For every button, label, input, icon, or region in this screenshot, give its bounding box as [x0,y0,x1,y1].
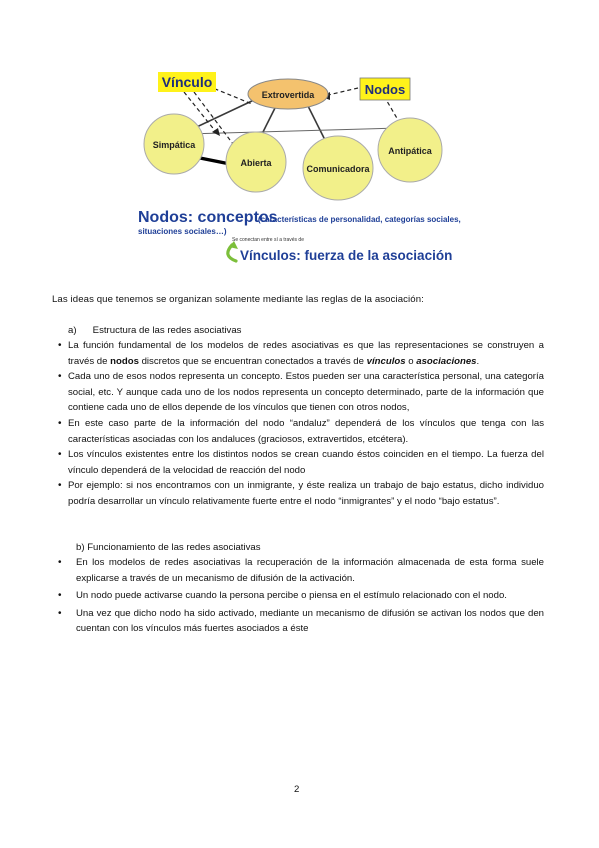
bullet-icon: • [58,557,62,568]
list-item [58,606,544,637]
section-b-heading: b) Funcionamiento de las redes asociativas [76,542,261,553]
bullet-text: Un nodo puede activarse cuando la persona percibe o piensa en el estímulo relacionado con el nodo. [76,590,507,602]
bullet-icon: • [58,480,62,492]
caption-paren-1: (características de personalidad, categorías sociales, [258,215,461,224]
section-b-bullet-list [58,555,544,639]
link-simpatica-abierta [200,158,230,164]
bullet-icon: • [58,449,62,461]
bullet-emphasis-term: vínculos [366,355,406,367]
intro-paragraph: Las ideas que tenemos se organizan solamente mediante las reglas de la asociación: [52,294,424,305]
caption-small: Se conectan entre sí a través de [232,237,304,243]
page-number: 2 [294,784,300,795]
bullet-text: Por ejemplo: si nos encontramos con un inmigrante, y éste realiza un trabajo de bajo estatus, dicho individuo podría desarrollar un vínculo relativamente fuerte entre el nodo “inmigrantes” y el nodo “bajo estatus”. [68,480,544,507]
bullet-bold-term: nodos [110,355,139,367]
list-item [58,555,544,586]
section-a-title: Estructura de las redes asociativas [92,325,242,336]
bullet-icon: • [58,607,62,619]
list-item [58,588,544,604]
bullet-icon: • [58,371,62,383]
list-item [58,478,544,509]
diagram-svg [136,64,476,269]
caption-vinculos: Vínculos: fuerza de la asociación [240,248,453,263]
bullet-text: Una vez que dicho nodo ha sido activado, mediante un mecanismo de difusión se activan los nodos que den cuentan con los vínculos más fuertes asociados a éste [76,607,544,635]
list-item [58,416,544,447]
dashed-arrowhead-vinculo [212,128,220,136]
section-a-heading [68,325,241,336]
node-extrovertida-label: Extrovertida [261,90,315,100]
caption-paren-2: situaciones sociales…) [138,227,227,236]
node-simpatica-label: Simpática [152,140,196,150]
bullet-text: Cada uno de esos nodos representa un concepto. Estos pueden ser una característica personal, una categoría social, etc. Y aunque cada uno de los nodos representa un concepto determinado, parte de la información que contiene cada uno de ellos depende de los vínculos que tienen con otros nodos, [68,371,544,414]
label-vinculo: Vínculo [161,74,213,90]
bullet-emphasis-term: asociaciones [416,355,477,367]
list-item [58,447,544,478]
bullet-text: La función fundamental de los modelos de redes asociativas es que las representaciones se construyen a través de [68,340,544,367]
bullet-icon: • [58,417,62,429]
node-abierta-label: Abierta [240,158,272,168]
bullet-text: . [476,355,480,367]
list-item [58,338,544,369]
node-antipatica-label: Antipática [388,146,432,156]
caption-main: Nodos: conceptos [138,209,278,226]
bullet-text: discretos que se encuentran conectados a través de [138,355,367,367]
bullet-text: o [405,355,417,367]
associative-network-diagram [136,64,476,269]
list-item [58,369,544,416]
section-a-label: a) [68,325,77,336]
section-a-bullet-list [58,338,544,510]
bullet-icon: • [58,340,62,351]
bullet-text: En los modelos de redes asociativas la recuperación de la información almacenada de esta forma suele explicarse a través de un mecanismo de difusión de la activación. [76,557,544,584]
bullet-text: Los vínculos existentes entre los distintos nodos se crean cuando éstos coinciden en el tiempo. La fuerza del vínculo dependerá de la velocidad de reacción del nodo [68,449,544,476]
node-comunicadora-label: Comunicadora [306,164,370,174]
bullet-text: En este caso parte de la información del nodo “andaluz” dependerá de los vínculos que tenga con las características asociadas con los andaluces (graciosos, extravertidos, etcétera). [68,417,544,445]
bullet-icon: • [58,590,62,602]
label-nodos: Nodos [364,82,406,97]
